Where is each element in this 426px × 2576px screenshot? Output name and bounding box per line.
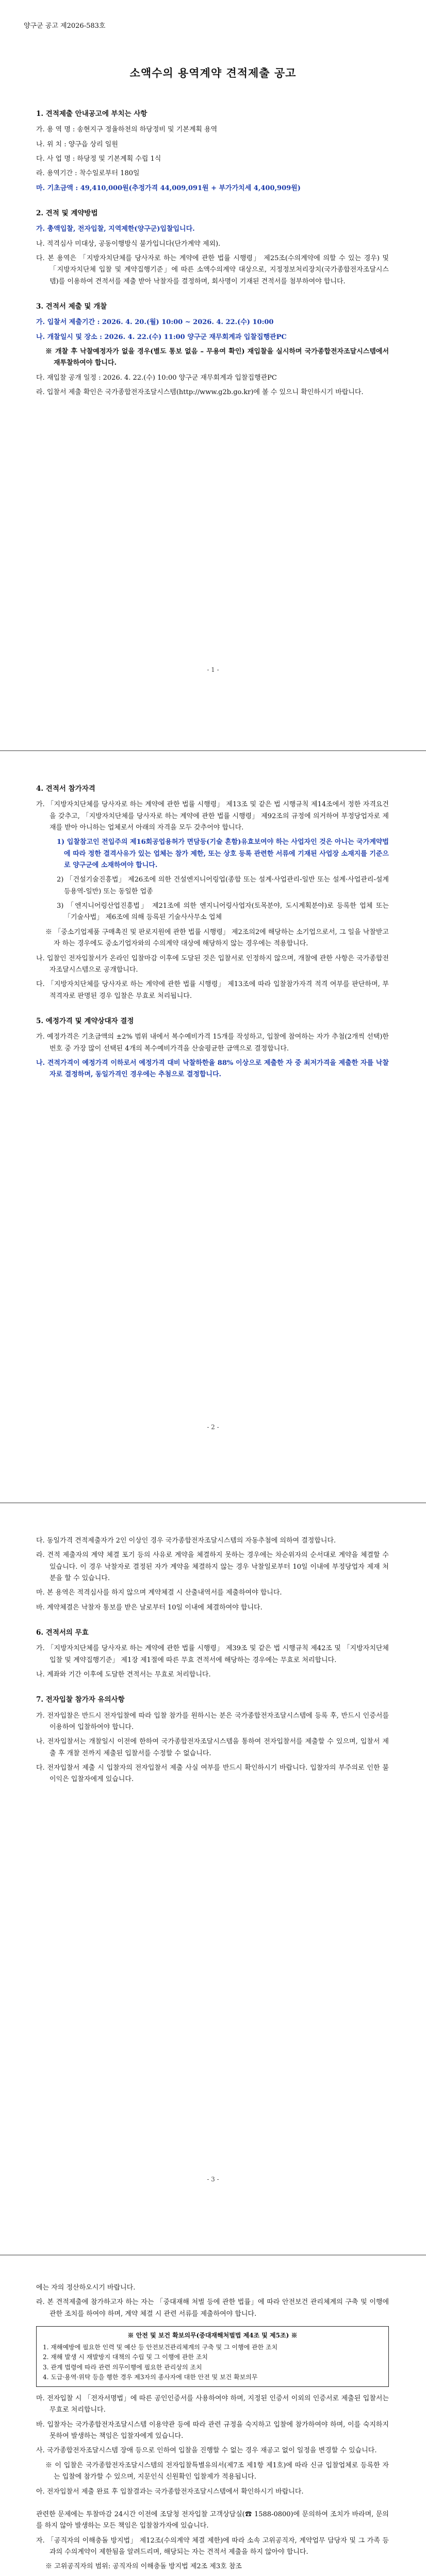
- s7-item: 자. 「공직자의 이해충돌 방지법」 제12조(수의계약 체결 제한)에 따라 소속 고위공직자, 계약업무 담당자 및 그 가족 등과의 수의계약이 제한됨을 알려드리며, 해당되는 자는 견적서 제출을 하지 않아야 합니다.: [36, 2536, 389, 2556]
- s7-item: 사. 국가종합전자조달시스템 장애 등으로 인하여 입찰을 진행할 수 없는 경우 재공고 없이 일정을 변경할 수 있습니다.: [36, 2447, 377, 2455]
- section-2-heading: 2. 견적 및 계약방법: [36, 209, 98, 218]
- s7-item: 바. 입찰자는 국가종합전자조달시스템 이용약관 등에 따라 관련 규정을 숙지하고 입찰에 참가하여야 하며, 이를 숙지하지 못하여 발생하는 책임은 입찰자에게 있습니다.: [36, 2420, 389, 2441]
- page-divider: [0, 1502, 426, 1503]
- s4-item: 다. 「지방자치단체를 당사자로 하는 계약에 관한 법률 시행령」 제13조에 따라 입찰참가자격 적격 여부를 판단하며, 부적격자로 판명된 경우 입찰은 무효로 처리됩니다.: [36, 980, 389, 1000]
- s7-continuation: 에는 자의 정산하오시기 바랍니다.: [36, 2284, 136, 2292]
- s7-item: 아. 전자입찰서 제출 완료 후 입찰결과는 국가종합전자조달시스템에서 확인하시기 바랍니다.: [36, 2487, 304, 2496]
- s1-item: 다. 사 업 명 : 하당정 및 기본계획 수립 1식: [36, 155, 161, 163]
- page-1-content: [36, 108, 389, 401]
- s4-sub: 1) 입찰참고인 전입주의 제16회공업용허가 면담등(기술 흔함)유효보여야 하는 사업자인 것은 아니는 국가계약법에 따라 정한 결격사유가 있는 업체는 참가 제한, 또는 상호 등록 관련한 서류에 기재된 사업장 소재지를 기준으로 양구군에 소재하여야 합니다.: [57, 838, 389, 870]
- s7-item: 라. 본 견적제출에 참가하고자 하는 자는 「중대재해 처벌 등에 관한 법률」에 따라 안전보건 관리체계의 구축 및 이행에 관한 조치를 하여야 하며, 계약 체결 시 관련 서류를 제출하여야 합니다.: [36, 2298, 389, 2318]
- page-2-content: [36, 783, 389, 1084]
- s5-item: 마. 본 용역은 적격심사를 하지 않으며 계약체결 시 산출내역서를 제출하여야 합니다.: [36, 1589, 282, 1597]
- section-6-heading: 6. 견적서의 무효: [36, 1629, 89, 1637]
- s2-item: 나. 적격심사 미대상, 공동이행방식 불가입니다(단가계약 제외).: [36, 240, 221, 248]
- s3-item: 다. 재입찰 공개 일정 : 2026. 4. 22.(수) 10:00 양구군 재무회계과 입찰집행관PC: [36, 374, 277, 382]
- notice-number: 양구군 공고 제2026-583호: [24, 22, 106, 30]
- s7-bullet: ※ 이 입찰은 국가종합전자조달시스템의 전자입찰특별유의서(제7조 제1항 제1호)에 따라 신규 입찰업체로 등록한 자는 입찰에 참가할 수 있으며, 지문인식 신원확인 입찰제가 적용됩니다.: [45, 2461, 389, 2481]
- s4-bullet: ※ 「중소기업제품 구매촉진 및 판로지원에 관한 법률 시행령」 제2조의2에 해당하는 소기업으로서, 그 일을 낙찰받고자 하는 경우에도 중소기업자와의 수의계약 대상에 해당하지 않는 경우에는 적용합니다.: [45, 928, 389, 948]
- page-4-content: [36, 2282, 389, 2576]
- safety-obligation-box: [36, 2326, 389, 2387]
- document-title: 소액수의 용역계약 견적제출 공고: [129, 66, 297, 79]
- s5-item: 라. 견적 제출자의 계약 체결 포기 등의 사유로 계약을 체결하지 못하는 경우에는 차순위자의 순서대로 계약을 체결할 수 있습니다. 이 경우 낙찰자로 결정된 자가 계약을 체결하지 않는 경우 낙찰일로부터 10일 이내에 부정당업자 제재 처분을 할 수 있습니다.: [36, 1551, 389, 1583]
- page-divider: [0, 2255, 426, 2256]
- safety-box-line: 4. 도급·용역·위탁 등을 행한 경우 제3자의 종사자에 대한 안전 및 보건 확보의무: [43, 2373, 258, 2381]
- s1-item: 라. 용역기간 : 착수일로부터 180일: [36, 170, 140, 178]
- section-1-heading: 1. 견적제출 안내공고에 부치는 사항: [36, 110, 148, 118]
- s5-item: 다. 동일가격 견적제출자가 2인 이상인 경우 국가종합전자조달시스템의 자동추첨에 의하여 결정합니다.: [36, 1537, 336, 1545]
- page-number: - 3 -: [207, 2176, 219, 2183]
- s7-item: 가. 전자입찰은 반드시 전자입찰에 따라 입찰 참가를 원하시는 분은 국가종합전자조달시스템에 등록 후, 반드시 인증서를 이용하여 입찰하여야 합니다.: [36, 1711, 389, 1732]
- section-5-heading: 5. 예정가격 및 계약상대자 결정: [36, 1016, 134, 1025]
- page-3: [0, 1504, 426, 2257]
- safety-box-line: 1. 재해예방에 필요한 인력 및 예산 등 안전보건관리체계의 구축 및 그 이행에 관한 조치: [43, 2344, 278, 2351]
- s5-item: 가. 예정가격은 기초금액의 ±2% 범위 내에서 복수예비가격 15개를 작성하고, 입찰에 참여하는 자가 추첨(2개씩 선택)한 번호 중 가장 많이 선택된 4개의 복수예비가격을 산술평균한 금액으로 결정합니다.: [36, 1033, 389, 1053]
- s7-item: 다. 전자입찰서 제출 시 입찰자의 전자입찰서 제출 사실 여부를 반드시 확인하시기 바랍니다. 입찰자의 부주의로 인한 불이익은 입찰자에게 있습니다.: [36, 1764, 389, 1784]
- s4-item: 가. 「지방자치단체를 당사자로 하는 계약에 관한 법률 시행령」 제13조 및 같은 법 시행규칙 제14조에서 정한 자격요건을 갖추고, 「지방자치단체를 당사자로 하는 계약에 관한 법률 시행령」 제92조의 규정에 의거하여 부정당업자로 제재를 받아 아니하는 업체로서 아래의 자격을 모두 갖추어야 합니다.: [36, 801, 389, 832]
- section-3-heading: 3. 견적서 제출 및 개찰: [36, 302, 107, 311]
- s4-sub: 3) 「엔지니어링산업진흥법」 제21조에 의한 엔지니어링사업자(토목분야, 도시계획분야)로 등록한 업체 또는 「기술사법」 제6조에 의해 등록된 기술사사무소 업체: [57, 902, 389, 922]
- s7-bullet: ※ 고위공직자의 범위: 공직자의 이해충돌 방지법 제2조 제3호 참조: [45, 2563, 242, 2571]
- s7-item: 마. 전자입찰 시 「전자서명법」에 따른 공인인증서를 사용하여야 하며, 지정된 인증서 이외의 인증서로 제출된 입찰서는 무효로 처리합니다.: [36, 2395, 389, 2414]
- page-divider: [0, 750, 426, 751]
- page-number: - 2 -: [207, 1423, 219, 1431]
- s4-sub: 2) 「건설기술진흥법」 제26조에 의한 건설엔지니어링업(종합 또는 설계·사업관리-일반 또는 설계·사업관리-설계등용역-일반) 또는 동일한 업종: [57, 876, 389, 895]
- safety-box-title: ※ 안전 및 보건 확보의무(중대재해처벌법 제4조 및 제5조) ※: [127, 2332, 298, 2340]
- s7-item: 나. 전자입찰서는 개찰일시 이전에 한하여 국가종합전자조달시스템을 통하여 전자입찰서를 제출할 수 있으며, 입찰서 제출 후 개찰 전까지 제출된 입찰서를 수정할 수 없습니다.: [36, 1738, 389, 1757]
- s1-item: 가. 용 역 명 : 송현지구 정율하천의 하당정비 및 기본계획 용역: [36, 126, 218, 134]
- s7-continuation: 관련한 문제에는 투찰마감 24시간 이전에 조달청 전자입찰 고객상담실(☎ 1588-0800)에 문의하여 조치가 바라며, 문의를 하지 않아 발생하는 모든 책임은 입찰참가자에 있습니다.: [36, 2510, 389, 2530]
- s1-item-budget: 마. 기초금액 : 49,410,000원(추정가격 44,009,091원 + 부가가치세 4,400,909원): [36, 184, 301, 192]
- s3-item-submit-period: 가. 입찰서 제출기간 : 2026. 4. 20.(월) 10:00 ~ 2026. 4. 22.(수) 10:00: [36, 318, 274, 327]
- section-7-heading: 7. 전자입찰 참가자 유의사항: [36, 1696, 125, 1704]
- s5-item-award: 나. 견적가격이 예정가격 이하로서 예정가격 대비 낙찰하한율 88% 이상으로 제출한 자 중 최저가격을 제출한 자를 낙찰자로 결정하며, 동일가격인 경우에는 추첨으로 결정합니다.: [36, 1059, 389, 1079]
- page-2: [0, 752, 426, 1504]
- s5-item: 바. 계약체결은 낙찰자 통보를 받은 날로부터 10일 이내에 체결하여야 합니다.: [36, 1603, 263, 1612]
- s4-item: 나. 입찰인 전자입찰서가 온라인 입찰마감 이후에 도달된 것은 입찰서로 인정하지 않으며, 개찰에 관한 사항은 국가종합전자조달시스템으로 공개합니다.: [36, 954, 389, 974]
- safety-box-line: 3. 관계 법령에 따라 관련 의무이행에 필요한 관리상의 조치: [43, 2363, 202, 2371]
- s2-item: 가. 총액입찰, 전자입찰, 지역제한(양구군)입찰입니다.: [36, 225, 195, 233]
- s3-note: ※ 개찰 후 낙찰예정자가 없을 경우(별도 통보 없음 – 무용여 확인) 재입찰을 실시하며 국가종합전자조달시스템에서 재투찰하여야 합니다.: [45, 347, 389, 367]
- page-3-content: [36, 1535, 389, 1789]
- s2-item: 다. 본 용역은 「지방자치단체를 당사자로 하는 계약에 관한 법률 시행령」 제25조(수의계약에 의할 수 있는 경우) 및 「지방자치단체 입찰 및 계약집행기준」에 따른 소액수의계약 대상으로, 지정정보처리장치(국가종합전자조달시스템)를 이용하여 견적서를 제출 받아 낙찰자를 결정하며, 회사명이 기재된 견적서를 첨부하여야 합니다.: [36, 254, 389, 285]
- s6-item: 가. 「지방자치단체를 당사자로 하는 계약에 관한 법률 시행령」 제39조 및 같은 법 시행규칙 제42조 및 「지방자치단체 입찰 및 계약집행기준」 제1장 제1절에 따른 무효 견적서에 해당하는 경우에는 무효로 처리합니다.: [36, 1645, 389, 1664]
- safety-box-line: 2. 재해 발생 시 재발방지 대책의 수립 및 그 이행에 관한 조치: [43, 2353, 208, 2361]
- s6-item: 나. 계좌와 기간 이후에 도달한 견적서는 무효로 처리합니다.: [36, 1671, 211, 1679]
- s3-item: 라. 입찰서 제출 확인은 국가종합전자조달시스템(http://www.g2b.go.kr)에 볼 수 있으니 확인하시기 바랍니다.: [36, 388, 364, 397]
- page-4: [0, 2257, 426, 2576]
- page-1: [0, 0, 426, 752]
- page-number: - 1 -: [207, 666, 219, 673]
- s3-item-opening: 나. 개찰일시 및 장소 : 2026. 4. 22.(수) 11:00 양구군 재무회계과 입찰집행관PC: [36, 333, 287, 341]
- section-4-heading: 4. 견적서 참가자격: [36, 785, 95, 793]
- s1-item: 나. 위 치 : 양구읍 상리 일원: [36, 140, 118, 148]
